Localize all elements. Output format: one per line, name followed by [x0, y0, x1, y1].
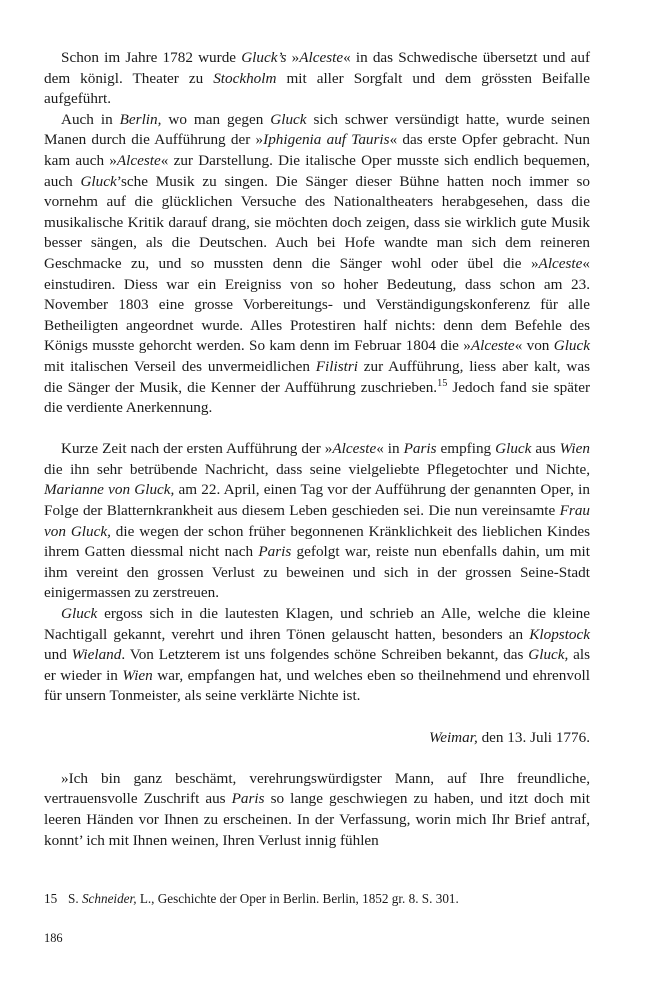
page-number: 186	[44, 931, 63, 945]
italic-run: Frau von Gluck,	[44, 502, 590, 540]
italic-run: Gluck	[80, 172, 117, 190]
text-run: . Von Letzterem ist uns folgendes schöne Schreiben bekannt, das	[121, 646, 529, 664]
italic-run: Alceste	[299, 49, 344, 66]
par-berlin	[44, 110, 590, 419]
par-letter-opening	[44, 769, 590, 851]
text-column	[44, 48, 590, 851]
italic-run: Alceste	[538, 254, 583, 272]
text-run: « von	[514, 337, 554, 355]
italic-run: Gluck	[61, 605, 98, 623]
text-run: am 22. April, einen Tag vor der Aufführung der genannten Oper, in Folge der Blatternkrankheit aus diesem Leben geschieden sei. Die nun vereinsamte	[44, 481, 590, 520]
letter-paragraph	[44, 769, 590, 851]
footnote-block	[44, 890, 590, 908]
text-run: und	[44, 646, 72, 664]
italic-run: Berlin,	[119, 110, 162, 128]
italic-run: Alceste	[470, 337, 515, 355]
text-run: als er wieder in	[44, 646, 591, 684]
italic-run: Paris	[231, 790, 265, 808]
text-run: »	[286, 49, 300, 66]
text-run: wo man gegen	[161, 110, 271, 128]
italic-run: Gluck	[495, 440, 532, 458]
italic-run: Paris	[258, 543, 292, 561]
par-paris-nachricht	[44, 439, 590, 604]
italic-run: Marianne von Gluck,	[44, 481, 175, 499]
text-run: die wegen der schon früher begonnenen Kränklichkeit des lieblichen Kindes ihrem Gatten diessmal nicht nach	[44, 522, 590, 561]
footnote-15	[44, 890, 590, 908]
text-run: empfing	[436, 440, 496, 458]
italic-run: Gluck	[553, 337, 590, 355]
italic-run: Iphigenia auf Tauris	[263, 131, 390, 149]
text-run: zur Aufführung, liess aber kalt, was die Sänger der Musik, die Kenner der Aufführung zuschrieben.	[44, 357, 590, 396]
footnote-text	[68, 890, 590, 908]
italic-run: Wieland	[71, 646, 122, 664]
text-run: die ihn sehr betrübende Nachricht, dass seine vielgeliebte Pflegetochter und Nichte,	[44, 460, 590, 478]
italic-run: Filistri	[315, 357, 358, 375]
italic-run: Alceste	[332, 440, 377, 458]
text-run: Auch in	[61, 110, 120, 128]
body-paragraphs	[44, 48, 590, 707]
italic-run: Gluck,	[528, 646, 569, 664]
text-run: « das erste Opfer gebracht. Nun kam auch »	[44, 131, 590, 169]
text-run: ’sche Musik zu singen. Die Sänger dieser Bühne hatten noch immer so vornehm auf die glücklichen Versuche des Nationaltheaters herabgesehen, dass die musikalische Kritik darauf drang, sie möchten doch zeigen, dass sie wirklich gute Musik besser sängen, als die Deutschen. Auch bei Hofe wandte man sich dem reineren Geschmacke zu, und so mussten denn die Sänger wohl oder übel die »	[44, 172, 591, 272]
text-run: « in das Schwedische übersetzt und auf dem königl. Theater zu	[44, 49, 591, 87]
italic-run: Weimar,	[428, 728, 478, 746]
italic-run: Gluck	[270, 110, 307, 128]
italic-run: Wien	[559, 440, 590, 458]
text-run: L., Geschichte der Oper in Berlin. Berlin, 1852 gr. 8. S. 301.	[136, 891, 459, 906]
italic-run: Stockholm	[213, 69, 277, 87]
par-alceste-schwedisch	[44, 48, 590, 110]
text-run: so lange geschwiegen zu haben, und itzt doch mit leeren Händen vor Ihnen zu erscheinen. In der Verfassung, worin mich Ihr Brief antraf, konnt’ ich mit Ihnen weinen, Ihren Verlust innig fühlen	[44, 790, 590, 849]
italic-run: Klopstock	[529, 625, 590, 643]
par-klagen	[44, 604, 590, 707]
text-run: mit aller Sorgfalt und dem grössten Beifalle aufgeführt.	[44, 69, 590, 108]
text-run: « zur Darstellung. Die italische Oper musste sich endlich bequemen, auch	[44, 151, 590, 190]
text-run: « in	[376, 440, 404, 458]
text-run: Kurze Zeit nach der ersten Aufführung der »	[61, 440, 333, 458]
text-run: ergoss sich in die lautesten Klagen, und schrieb an Alle, welche die kleine Nachtigall gekannt, verehrt und ihren Tönen gelauscht hatten, besonders an	[44, 605, 590, 643]
footnote-number: 15	[44, 891, 58, 906]
text-run: mit italischen Verseil des unvermeidlichen	[44, 357, 316, 375]
text-run: Schon im Jahre 1782 wurde	[61, 49, 242, 66]
italic-run: Schneider,	[81, 891, 137, 906]
italic-run: Gluck’s	[241, 49, 287, 66]
text-run: »Ich bin ganz beschämt, verehrungswürdigster Mann, auf Ihre freundliche, vertrauensvolle Zuschrift aus	[44, 769, 590, 808]
italic-run: Paris	[403, 440, 437, 458]
italic-run: Alceste	[116, 151, 161, 169]
text-run: aus	[531, 440, 560, 458]
text-run: S.	[68, 891, 82, 906]
footnote-reference-marker[interactable]: 15	[437, 377, 448, 389]
text-run: « einstudiren. Diess war ein Ereigniss von so hoher Bedeutung, dass schon am 23. November 1803 eine grosse Vorbereitungs- und Verständigungskonferenz für alle Betheiligten angeordnet wurde. Alles Protestiren half nichts: denn dem Befehle des Königs musste gehorcht werden. So kam denn im Februar 1804 die »	[44, 254, 590, 355]
text-run: Jedoch fand sie später die verdiente Anerkennung.	[44, 378, 590, 417]
text-run: war, empfangen hat, und welches eben so theilnehmend und ehrenvoll für unsern Tonmeister, als seine verklärte Nichte ist.	[44, 666, 590, 705]
italic-run: Wien	[122, 666, 153, 684]
text-run: den 13. Juli 1776.	[477, 728, 590, 746]
text-run: sich schwer versündigt hatte, wurde seinen Manen durch die Aufführung der »	[44, 110, 590, 149]
dateline-weimar	[44, 728, 590, 749]
text-run: gefolgt war, reiste nun ebenfalls dahin, um mit ihm vereint den grossen Verlust zu beweinen und sich in der grossen Seine-Stadt einigermassen zu zerstreuen.	[44, 543, 590, 602]
